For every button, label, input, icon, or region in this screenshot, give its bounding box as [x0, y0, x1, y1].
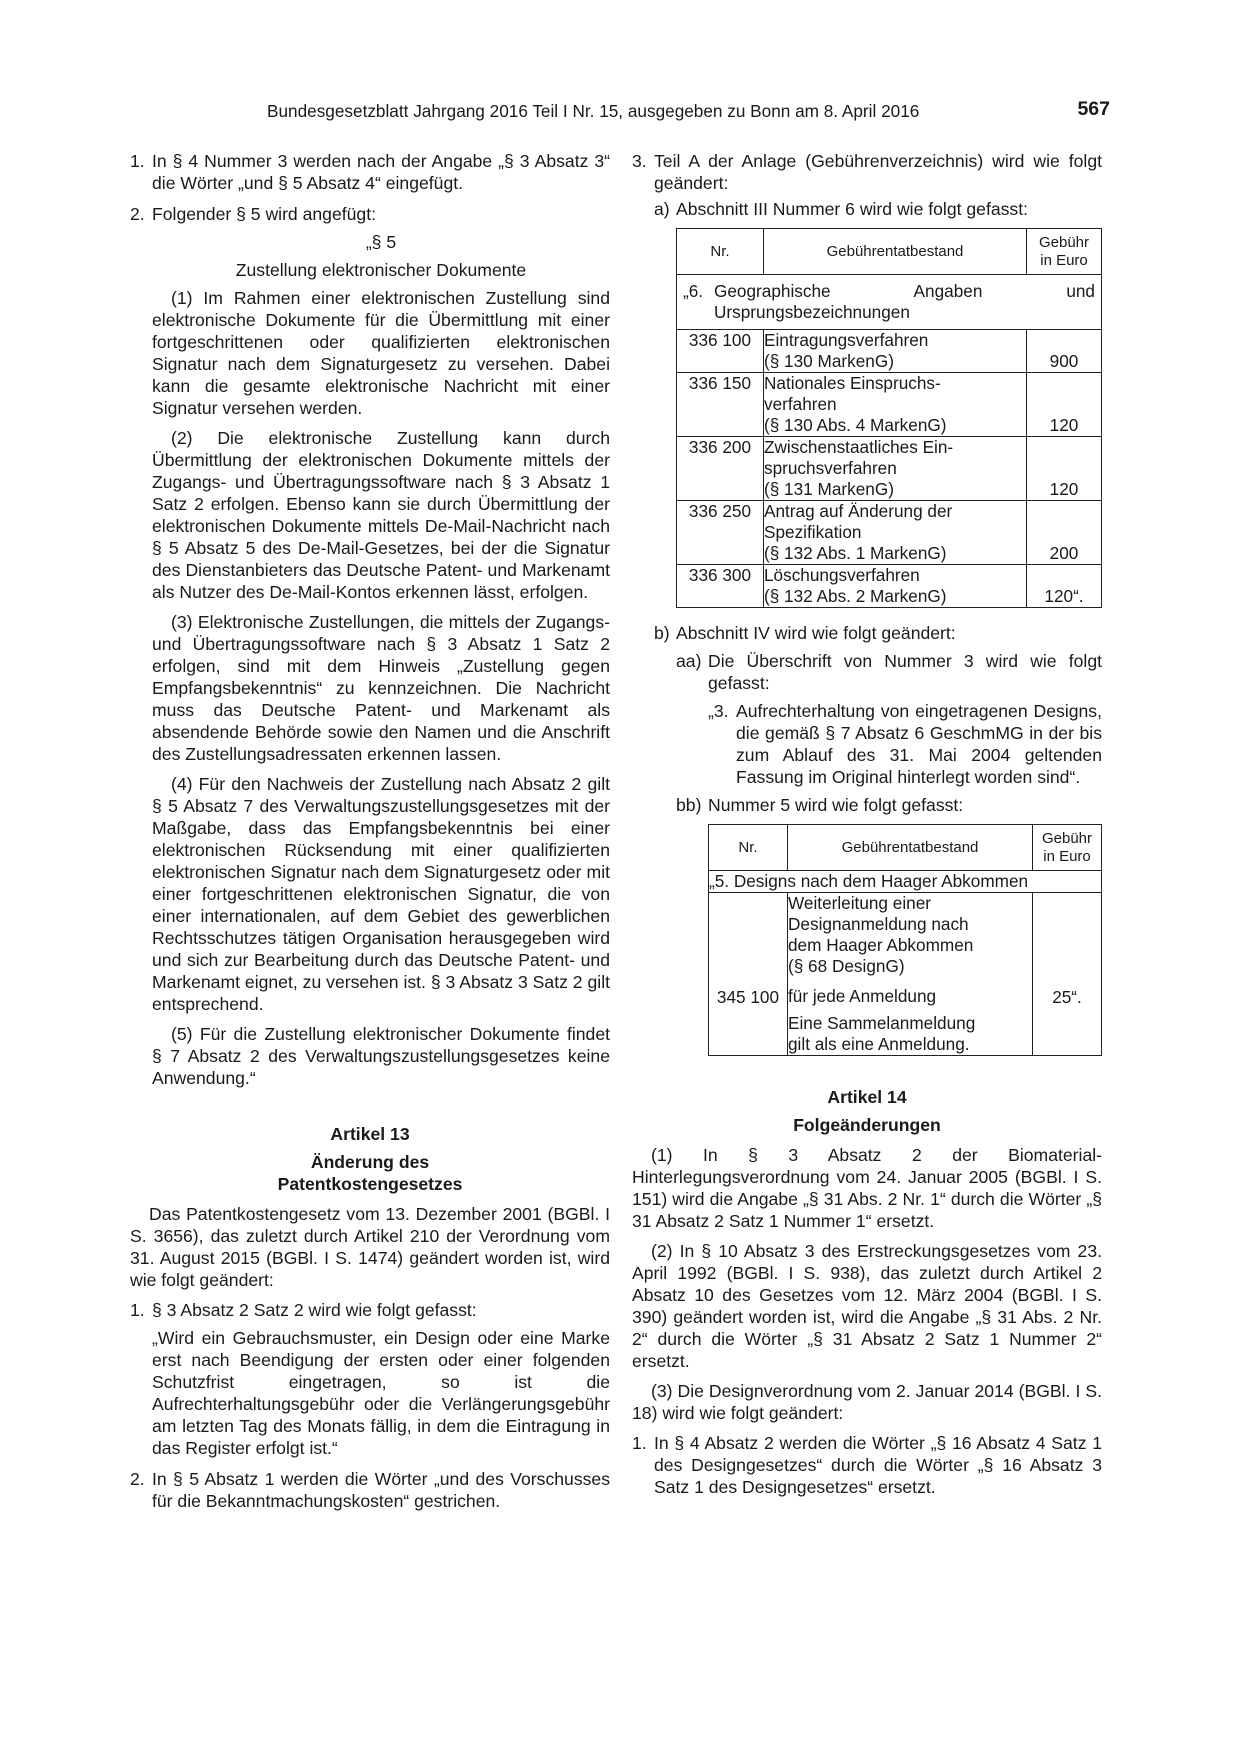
- fee-item: für jede Anmeldung: [788, 986, 937, 1006]
- paragraph: (2) Die elektronische Zustellung kann durch Übermittlung der elektronischen Dokumente mittels der Zugangs- und Übertragungssoftware nach § 3 Absatz 1 Satz 2 erfolgen. Ebenso kann sie durch Übermittlung der elektronischen Dokumente mittels De-Mail-Nachricht nach § 5 Absatz 5 des De-Mail-Gesetzes, bei der die Signatur des Dienstanbieters das Deutsche Patent- und Markenamt als Nutzer des De-Mail-Kontos erkennen lässt, erfolgen.: [152, 428, 610, 602]
- item-number: 3.: [632, 151, 647, 171]
- list-item: [130, 203, 610, 225]
- fee-amount: 25“.: [1033, 893, 1102, 1056]
- paragraph: (2) In § 10 Absatz 3 des Erstreckungsgesetzes vom 23. April 1992 (BGBl. I S. 938), das zuletzt durch Artikel 2 Absatz 10 des Gesetzes vom 12. März 2004 (BGBl. I S. 390) geändert worden ist, wird die Angabe „§ 31 Abs. 2 Nr. 2“ durch die Wörter „§ 31 Absatz 2 Satz 1 Nummer 2“ ersetzt.: [632, 1241, 1102, 1371]
- article-heading: Artikel 14: [827, 1087, 907, 1107]
- list-item: [632, 150, 1102, 194]
- left-column: [130, 150, 610, 1521]
- quoted-text: „Wird ein Gebrauchsmuster, ein Design oder eine Marke erst nach Beendigung der ersten oder einer folgenden Schutzfrist eingetragen, so ist die Aufrechterhaltungsgebühr oder die Verlängerungsgebühr am letzten Tag des Monats fällig, in dem die Eintragung in das Register erfolgt ist.“: [152, 1328, 610, 1458]
- table-row: [677, 373, 1102, 437]
- right-column: [632, 150, 1102, 1507]
- paragraph: (3) Elektronische Zustellungen, die mittels der Zugangs- und Übertragungssoftware nach § 3 Absatz 1 Satz 2 erfolgen, sind mit dem Hinweis „Zustellung gegen Empfangsbekenntnis“ zu kennzeichnen. Die Nachricht muss das Deutsche Patent- und Markenamt als absendende Behörde sowie den Namen und die Anschrift des Zustellungsadressaten erkennen lassen.: [152, 612, 610, 764]
- table-row: [677, 437, 1102, 501]
- sub-item-aa: [676, 650, 1102, 694]
- item-number: „3.: [708, 701, 729, 721]
- item-text: In § 4 Absatz 2 werden die Wörter „§ 16 Absatz 4 Satz 1 des Designgesetzes“ durch die Wörter „§ 16 Absatz 3 Satz 1 des Designgesetzes“ ersetzt.: [654, 1433, 1102, 1497]
- item-text: Folgender § 5 wird angefügt:: [152, 204, 376, 224]
- list-item: [130, 1468, 610, 1512]
- item-text: In § 5 Absatz 1 werden die Wörter „und des Vorschusses für die Bekanntmachungskosten“ gestrichen.: [152, 1469, 610, 1511]
- item-number: a): [654, 199, 670, 219]
- fee-description: Löschungsverfahren (§ 132 Abs. 2 MarkenG): [764, 565, 1027, 608]
- fee-number: 336 200: [677, 437, 764, 501]
- page-header: [130, 100, 1110, 126]
- fee-number: 336 250: [677, 501, 764, 565]
- col-header-nr: Nr.: [677, 229, 764, 275]
- sub-item-a: [654, 198, 1102, 220]
- fee-number: 336 100: [677, 330, 764, 373]
- item-text: Aufrechterhaltung von eingetragenen Designs, die gemäß § 7 Absatz 6 GeschmMG in der bis zum Ablauf des 31. Mai 2004 geltenden Fassung im Original hinterlegt worden sind“.: [736, 701, 1102, 787]
- section-label: Geographische Angaben und Ursprungsbezeichnungen: [714, 281, 1095, 322]
- article-title: Patentkostengesetzes: [277, 1174, 463, 1194]
- item-number: bb): [676, 795, 702, 815]
- paragraph: (1) Im Rahmen einer elektronischen Zustellung sind elektronische Dokumente für die Übermittlung mit einer fortgeschrittenen oder qualifizierten elektronischen Signatur nach dem Signaturgesetz zu versehen. Dabei kann die gesamte elektronische Nachricht mit einer Signatur versehen werden.: [152, 288, 610, 418]
- col-header-fee: Gebühr in Euro: [1033, 825, 1102, 871]
- fee-description: [788, 893, 1033, 1056]
- paragraph: (3) Die Designverordnung vom 2. Januar 2014 (BGBl. I S. 18) wird wie folgt geändert:: [632, 1381, 1102, 1423]
- article-title: Folgeänderungen: [793, 1115, 941, 1135]
- table-section-row: „5. Designs nach dem Haager Abkommen: [709, 871, 1102, 893]
- fee-number: 336 300: [677, 565, 764, 608]
- table-row: [677, 501, 1102, 565]
- table-row: [677, 330, 1102, 373]
- list-item: [130, 150, 610, 194]
- item-number: 1.: [130, 1300, 145, 1320]
- item-number: b): [654, 623, 670, 643]
- item-text: Die Überschrift von Nummer 3 wird wie folgt gefasst:: [708, 651, 1102, 693]
- item-text: Abschnitt III Nummer 6 wird wie folgt gefasst:: [676, 199, 1029, 219]
- item-text: Nummer 5 wird wie folgt gefasst:: [708, 795, 964, 815]
- paragraph: (4) Für den Nachweis der Zustellung nach Absatz 2 gilt § 5 Absatz 7 des Verwaltungszustellungsgesetzes mit der Maßgabe, dass das Empfangsbekenntnis bei einer elektronischen Rücksendung mit einer qualifizierten elektronischen Signatur nach dem Signaturgesetz oder mit einer fortgeschrittenen elektronischen Signatur, die von einer internationalen, auf dem Gebiet des gewerblichen Rechtsschutzes tätigen Organisation herausgegeben wird und sich zur Bearbeitung durch das Deutsche Patent- und Markenamt eignet, zu versehen ist. § 3 Absatz 3 Satz 2 gilt entsprechend.: [152, 774, 610, 1014]
- fee-intro: Weiterleitung einer Designanmeldung nach dem Haager Abkommen (§ 68 DesignG): [788, 893, 974, 976]
- item-text: In § 4 Nummer 3 werden nach der Angabe „§ 3 Absatz 3“ die Wörter „und § 5 Absatz 4“ eingefügt.: [152, 151, 610, 193]
- fee-amount: 900: [1027, 330, 1102, 373]
- fee-note: Eine Sammelanmeldung gilt als eine Anmeldung.: [788, 1013, 976, 1054]
- fee-description: Antrag auf Änderung der Spezifikation (§ 132 Abs. 1 MarkenG): [764, 501, 1027, 565]
- fee-number: 336 150: [677, 373, 764, 437]
- col-header-fee: Gebühr in Euro: [1027, 229, 1102, 275]
- item-number: 2.: [130, 1469, 145, 1489]
- fee-amount: 200: [1027, 501, 1102, 565]
- section-heading: „§ 5: [365, 232, 397, 252]
- fee-description: Eintragungsverfahren (§ 130 MarkenG): [764, 330, 1027, 373]
- list-item: [130, 1299, 610, 1321]
- quoted-heading: [708, 700, 1102, 788]
- article-title: Änderung des: [310, 1152, 430, 1172]
- item-number: 1.: [632, 1433, 647, 1453]
- item-number: 1.: [130, 151, 145, 171]
- fee-amount: 120: [1027, 373, 1102, 437]
- section-title: Zustellung elektronischer Dokumente: [235, 260, 527, 280]
- item-text: Teil A der Anlage (Gebührenverzeichnis) wird wie folgt geändert:: [654, 151, 1102, 193]
- sub-item-b: [654, 622, 1102, 644]
- fee-amount: 120“.: [1027, 565, 1102, 608]
- col-header-desc: Gebührentatbestand: [788, 825, 1033, 871]
- fee-number: 345 100: [709, 893, 788, 1056]
- item-number: 2.: [130, 204, 145, 224]
- paragraph: (1) In § 3 Absatz 2 der Biomaterial-Hinterlegungsverordnung vom 24. Januar 2005 (BGBl. I S. 151) wird die Angabe „§ 31 Abs. 2 Nr. 1“ durch die Wörter „§ 31 Absatz 2 Satz 1 Nummer 1“ ersetzt.: [632, 1145, 1102, 1231]
- table-row: [709, 893, 1102, 1056]
- item-text: § 3 Absatz 2 Satz 2 wird wie folgt gefasst:: [152, 1300, 477, 1320]
- item-number: aa): [676, 651, 702, 671]
- table-section-row: „6. Geographische Angaben und Ursprungsbezeichnungen: [677, 275, 1102, 330]
- fee-amount: 120: [1027, 437, 1102, 501]
- table-row: [677, 565, 1102, 608]
- paragraph: Das Patentkostengesetz vom 13. Dezember 2001 (BGBl. I S. 3656), das zuletzt durch Artikel 210 der Verordnung vom 31. August 2015 (BGBl. I S. 1474) geändert worden ist, wird wie folgt geändert:: [130, 1204, 610, 1290]
- list-item: [632, 1432, 1102, 1498]
- sub-item-bb: [676, 794, 1102, 816]
- gazette-title: Bundesgesetzblatt Jahrgang 2016 Teil I Nr. 15, ausgegeben zu Bonn am 8. April 2016: [267, 101, 920, 121]
- fee-table-1: [676, 228, 1102, 608]
- fee-table-2: [708, 824, 1102, 1056]
- fee-description: Zwischenstaatliches Ein- spruchsverfahren (§ 131 MarkenG): [764, 437, 1027, 501]
- page-number: 567: [1077, 98, 1110, 120]
- section-5-block: [130, 231, 610, 1089]
- article-heading: Artikel 13: [330, 1124, 410, 1144]
- col-header-nr: Nr.: [709, 825, 788, 871]
- item-text: Abschnitt IV wird wie folgt geändert:: [676, 623, 956, 643]
- col-header-desc: Gebührentatbestand: [764, 229, 1027, 275]
- fee-description: Nationales Einspruchs- verfahren (§ 130 Abs. 4 MarkenG): [764, 373, 1027, 437]
- paragraph: (5) Für die Zustellung elektronischer Dokumente findet § 7 Absatz 2 des Verwaltungszustellungsgesetzes keine Anwendung.“: [152, 1024, 610, 1088]
